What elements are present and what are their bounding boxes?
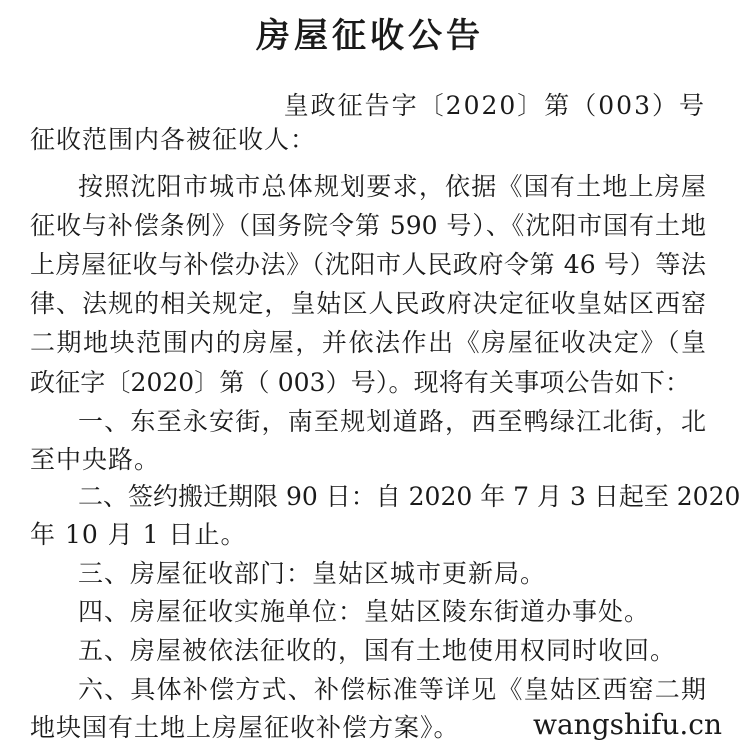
page-title: 房屋征收公告 bbox=[256, 16, 484, 56]
body-line: 按照沈阳市城市总体规划要求，依据《国有土地上房屋 bbox=[78, 172, 706, 201]
item-1-line: 至中央路。 bbox=[30, 445, 161, 474]
watermark: wangshifu.cn bbox=[529, 708, 726, 742]
item-3: 三、房屋征收部门：皇姑区城市更新局。 bbox=[78, 559, 547, 588]
body-line: 二期地块范围内的房屋，并依法作出《房屋征收决定》（皇 bbox=[30, 328, 706, 357]
item-4: 四、房屋征收实施单位：皇姑区陵东街道办事处。 bbox=[78, 597, 651, 626]
item-2-line: 二、签约搬迁期限 90 日：自 2020 年 7 月 3 日起至 2020 bbox=[78, 482, 740, 511]
body-line: 律、法规的相关规定，皇姑区人民政府决定征收皇姑区西窑 bbox=[30, 289, 706, 318]
item-1-line: 一、东至永安街，南至规划道路，西至鸭绿江北街，北 bbox=[78, 407, 706, 436]
reference-number: 皇政征告字〔2020〕第（003）号 bbox=[283, 91, 706, 120]
salutation: 征收范围内各被征收人： bbox=[30, 125, 317, 154]
item-6-line: 地块国有土地上房屋征收补偿方案》。 bbox=[30, 713, 460, 742]
body-line: 上房屋征收与补偿办法》（沈阳市人民政府令第 46 号）等法 bbox=[30, 250, 706, 279]
item-6-line: 六、具体补偿方式、补偿标准等详见《皇姑区西窑二期 bbox=[78, 675, 706, 704]
item-5: 五、房屋被依法征收的，国有土地使用权同时收回。 bbox=[78, 636, 677, 665]
item-2-line: 年 10 月 1 日止。 bbox=[30, 520, 247, 549]
body-line: 政征字〔2020〕第（ 003）号）。现将有关事项公告如下： bbox=[30, 368, 690, 397]
body-line: 征收与补偿条例》（国务院令第 590 号）、《沈阳市国有土地 bbox=[30, 211, 706, 240]
